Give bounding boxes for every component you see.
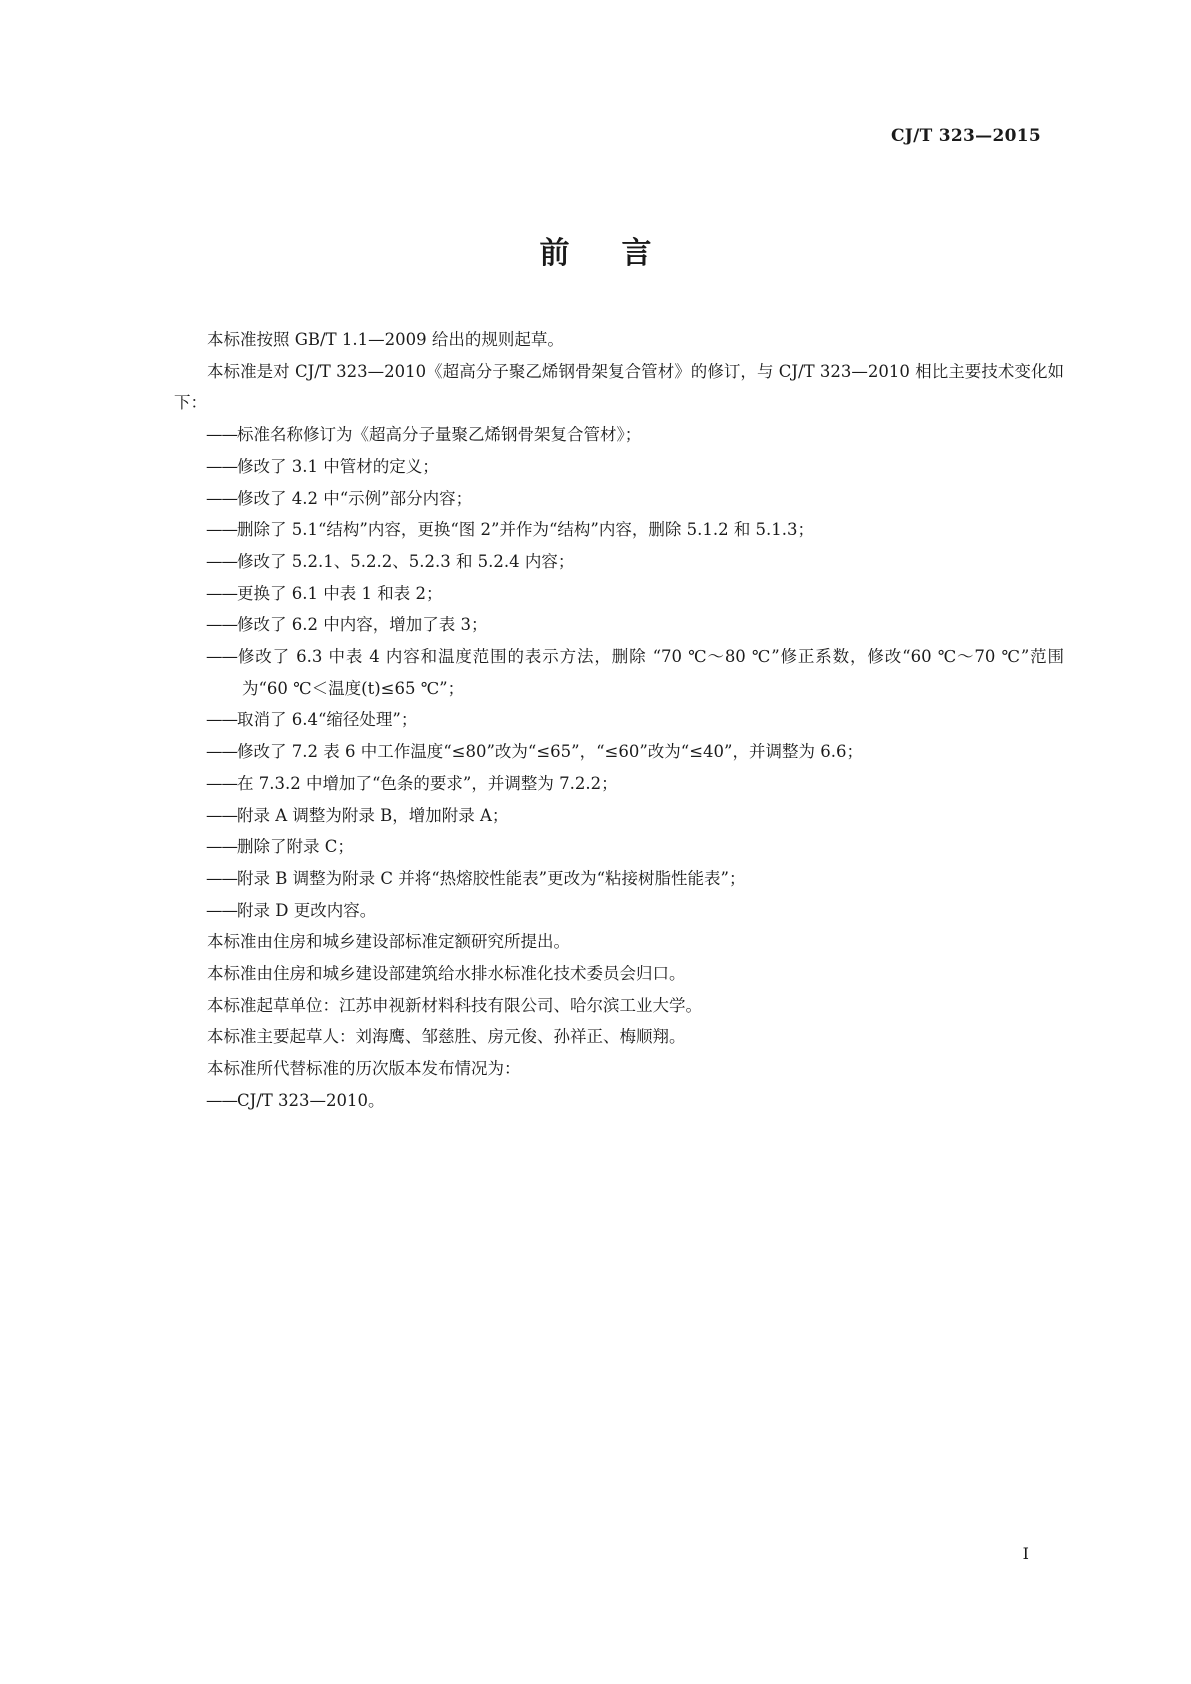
dash: ——	[206, 425, 237, 445]
change-item	[174, 483, 1064, 515]
version-text: CJ/T 323—2010。	[237, 1090, 385, 1110]
dash: ——	[206, 520, 237, 540]
dash: ——	[206, 742, 237, 762]
change-text: 修改了 6.3 中表 4 内容和温度范围的表示方法，删除 “70 ℃～80 ℃”修正系数，修改“60 ℃～70 ℃”范围为“60 ℃＜温度(t)≤65 ℃”；	[237, 647, 1064, 698]
change-item	[174, 419, 1064, 451]
change-text: 修改了 5.2.1、5.2.2、5.2.3 和 5.2.4 内容；	[237, 551, 575, 571]
dash: ——	[206, 456, 237, 476]
change-text: 删除了附录 C；	[237, 837, 354, 857]
foreword-body	[174, 324, 1064, 1117]
paragraph: 本标准主要起草人：刘海鹰、邹慈胜、房元俊、孙祥正、梅顺翔。	[207, 1027, 686, 1047]
change-text: 修改了 3.1 中管材的定义；	[237, 456, 439, 476]
dash: ——	[206, 551, 237, 571]
change-text: 附录 D 更改内容。	[237, 900, 377, 920]
change-text: 更换了 6.1 中表 1 和表 2；	[237, 583, 443, 603]
change-item	[174, 546, 1064, 578]
paragraph: 本标准起草单位：江苏申视新材料科技有限公司、哈尔滨工业大学。	[207, 995, 702, 1015]
dash: ——	[206, 805, 237, 825]
change-item	[174, 768, 1064, 800]
change-item	[174, 863, 1064, 895]
change-item	[174, 704, 1064, 736]
version-item	[174, 1085, 1064, 1117]
change-text: 在 7.3.2 中增加了“色条的要求”，并调整为 7.2.2；	[237, 773, 618, 793]
change-text: 删除了 5.1“结构”内容，更换“图 2”并作为“结构”内容，删除 5.1.2 和 5.1.3；	[237, 520, 815, 540]
dash: ——	[206, 1090, 237, 1110]
change-text: 修改了 6.2 中内容，增加了表 3；	[237, 615, 488, 635]
change-text: 附录 A 调整为附录 B，增加附录 A；	[237, 805, 509, 825]
paragraph: 本标准按照 GB/T 1.1—2009 给出的规则起草。	[207, 330, 564, 349]
dash: ——	[206, 900, 237, 920]
standard-code: CJ/T 323—2015	[890, 126, 1041, 146]
dash: ——	[206, 773, 237, 793]
change-item	[174, 736, 1064, 768]
dash: ——	[206, 710, 237, 730]
change-item	[174, 578, 1064, 610]
change-text: 修改了 7.2 表 6 中工作温度“≤80”改为“≤65”，“≤60”改为“≤40”，并调整为 6.6；	[237, 742, 863, 762]
page-number: I	[1022, 1544, 1029, 1563]
change-text: 标准名称修订为《超高分子量聚乙烯钢骨架复合管材》；	[237, 425, 642, 445]
dash: ——	[206, 647, 237, 667]
change-text: 附录 B 调整为附录 C 并将“热熔胶性能表”更改为“粘接树脂性能表”；	[237, 868, 746, 888]
change-item	[174, 895, 1064, 927]
change-item	[174, 641, 1064, 704]
dash: ——	[206, 615, 237, 635]
dash: ——	[206, 837, 237, 857]
paragraph: 本标准所代替标准的历次版本发布情况为：	[207, 1059, 521, 1079]
change-text: 修改了 4.2 中“示例”部分内容；	[237, 488, 473, 508]
change-item	[174, 514, 1064, 546]
paragraph: 本标准由住房和城乡建设部建筑给水排水标准化技术委员会归口。	[207, 964, 686, 984]
change-text: 取消了 6.4“缩径处理”；	[237, 710, 418, 730]
dash: ——	[206, 488, 237, 508]
page-title: 前言	[539, 236, 704, 271]
dash: ——	[206, 868, 237, 888]
change-item	[174, 451, 1064, 483]
paragraph: 本标准是对 CJ/T 323—2010《超高分子聚乙烯钢骨架复合管材》的修订，与 CJ/T 323—2010 相比主要技术变化如下：	[174, 361, 1064, 413]
change-item	[174, 831, 1064, 863]
dash: ——	[206, 583, 237, 603]
change-item	[174, 800, 1064, 832]
change-item	[174, 609, 1064, 641]
paragraph: 本标准由住房和城乡建设部标准定额研究所提出。	[207, 932, 570, 952]
